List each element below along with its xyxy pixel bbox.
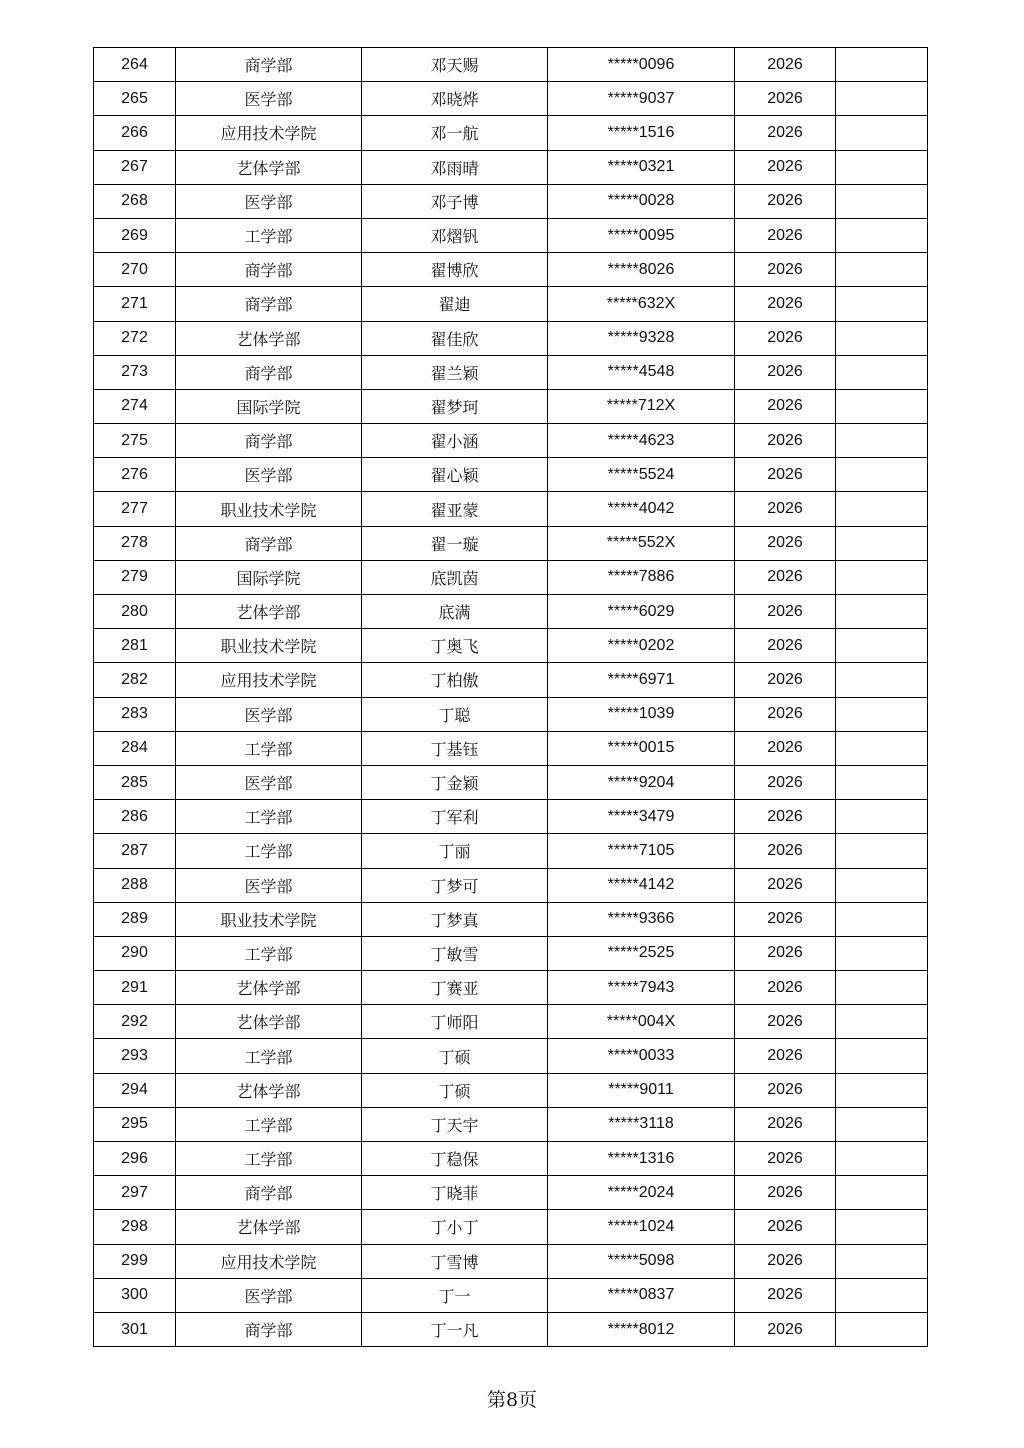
masked-id-cell: *****712X bbox=[548, 389, 735, 423]
row-number: 290 bbox=[94, 936, 176, 970]
student-name-cell: 丁稳保 bbox=[362, 1142, 548, 1176]
masked-id-cell: *****8026 bbox=[548, 253, 735, 287]
table-row bbox=[94, 936, 928, 970]
year-cell: 2026 bbox=[735, 902, 836, 936]
row-number: 288 bbox=[94, 868, 176, 902]
student-name-cell: 丁军利 bbox=[362, 800, 548, 834]
department-cell: 医学部 bbox=[176, 765, 362, 799]
student-name-cell: 丁柏傲 bbox=[362, 663, 548, 697]
masked-id-cell: *****0202 bbox=[548, 629, 735, 663]
note-cell bbox=[836, 1210, 928, 1244]
department-cell: 工学部 bbox=[176, 834, 362, 868]
department-cell: 艺体学部 bbox=[176, 321, 362, 355]
department-cell: 工学部 bbox=[176, 218, 362, 252]
note-cell bbox=[836, 1142, 928, 1176]
department-cell: 艺体学部 bbox=[176, 971, 362, 1005]
table-row bbox=[94, 697, 928, 731]
row-number: 286 bbox=[94, 800, 176, 834]
year-cell: 2026 bbox=[735, 1142, 836, 1176]
student-name-cell: 丁奥飞 bbox=[362, 629, 548, 663]
year-cell: 2026 bbox=[735, 936, 836, 970]
note-cell bbox=[836, 765, 928, 799]
department-cell: 商学部 bbox=[176, 253, 362, 287]
masked-id-cell: *****9204 bbox=[548, 765, 735, 799]
row-number: 265 bbox=[94, 82, 176, 116]
year-cell: 2026 bbox=[735, 424, 836, 458]
student-name-cell: 邓雨晴 bbox=[362, 150, 548, 184]
department-cell: 医学部 bbox=[176, 82, 362, 116]
year-cell: 2026 bbox=[735, 834, 836, 868]
department-cell: 医学部 bbox=[176, 868, 362, 902]
masked-id-cell: *****6971 bbox=[548, 663, 735, 697]
note-cell bbox=[836, 936, 928, 970]
table-row bbox=[94, 424, 928, 458]
student-name-cell: 翟梦珂 bbox=[362, 389, 548, 423]
note-cell bbox=[836, 1107, 928, 1141]
year-cell: 2026 bbox=[735, 971, 836, 1005]
note-cell bbox=[836, 82, 928, 116]
department-cell: 医学部 bbox=[176, 697, 362, 731]
year-cell: 2026 bbox=[735, 1005, 836, 1039]
note-cell bbox=[836, 424, 928, 458]
table-row bbox=[94, 834, 928, 868]
table-row bbox=[94, 1244, 928, 1278]
masked-id-cell: *****3479 bbox=[548, 800, 735, 834]
masked-id-cell: *****0033 bbox=[548, 1039, 735, 1073]
masked-id-cell: *****0015 bbox=[548, 731, 735, 765]
student-name-cell: 丁梦可 bbox=[362, 868, 548, 902]
table-row bbox=[94, 902, 928, 936]
masked-id-cell: *****004X bbox=[548, 1005, 735, 1039]
year-cell: 2026 bbox=[735, 321, 836, 355]
note-cell bbox=[836, 526, 928, 560]
year-cell: 2026 bbox=[735, 1073, 836, 1107]
table-row bbox=[94, 253, 928, 287]
note-cell bbox=[836, 834, 928, 868]
masked-id-cell: *****0095 bbox=[548, 218, 735, 252]
year-cell: 2026 bbox=[735, 48, 836, 82]
masked-id-cell: *****6029 bbox=[548, 595, 735, 629]
note-cell bbox=[836, 629, 928, 663]
department-cell: 艺体学部 bbox=[176, 1073, 362, 1107]
masked-id-cell: *****0321 bbox=[548, 150, 735, 184]
note-cell bbox=[836, 1244, 928, 1278]
masked-id-cell: *****9037 bbox=[548, 82, 735, 116]
masked-id-cell: *****1516 bbox=[548, 116, 735, 150]
year-cell: 2026 bbox=[735, 697, 836, 731]
student-name-cell: 翟博欣 bbox=[362, 253, 548, 287]
table-row bbox=[94, 765, 928, 799]
table-row bbox=[94, 1210, 928, 1244]
row-number: 264 bbox=[94, 48, 176, 82]
row-number: 269 bbox=[94, 218, 176, 252]
note-cell bbox=[836, 355, 928, 389]
row-number: 274 bbox=[94, 389, 176, 423]
year-cell: 2026 bbox=[735, 1039, 836, 1073]
year-cell: 2026 bbox=[735, 800, 836, 834]
row-number: 272 bbox=[94, 321, 176, 355]
year-cell: 2026 bbox=[735, 663, 836, 697]
note-cell bbox=[836, 492, 928, 526]
note-cell bbox=[836, 218, 928, 252]
year-cell: 2026 bbox=[735, 1210, 836, 1244]
year-cell: 2026 bbox=[735, 868, 836, 902]
year-cell: 2026 bbox=[735, 765, 836, 799]
table-row bbox=[94, 184, 928, 218]
table-row bbox=[94, 458, 928, 492]
student-name-cell: 翟小涵 bbox=[362, 424, 548, 458]
row-number: 267 bbox=[94, 150, 176, 184]
student-name-cell: 丁晓菲 bbox=[362, 1176, 548, 1210]
table-row bbox=[94, 1312, 928, 1346]
table-row bbox=[94, 82, 928, 116]
page-number: 第8页 bbox=[486, 1389, 538, 1411]
masked-id-cell: *****8012 bbox=[548, 1312, 735, 1346]
table-row bbox=[94, 1176, 928, 1210]
row-number: 294 bbox=[94, 1073, 176, 1107]
table-row bbox=[94, 389, 928, 423]
masked-id-cell: *****9328 bbox=[548, 321, 735, 355]
masked-id-cell: *****0837 bbox=[548, 1278, 735, 1312]
roster-body bbox=[94, 48, 928, 1347]
year-cell: 2026 bbox=[735, 458, 836, 492]
student-name-cell: 丁天宇 bbox=[362, 1107, 548, 1141]
note-cell bbox=[836, 321, 928, 355]
department-cell: 商学部 bbox=[176, 1312, 362, 1346]
row-number: 283 bbox=[94, 697, 176, 731]
department-cell: 工学部 bbox=[176, 936, 362, 970]
year-cell: 2026 bbox=[735, 82, 836, 116]
department-cell: 商学部 bbox=[176, 424, 362, 458]
masked-id-cell: *****3118 bbox=[548, 1107, 735, 1141]
year-cell: 2026 bbox=[735, 526, 836, 560]
row-number: 292 bbox=[94, 1005, 176, 1039]
note-cell bbox=[836, 389, 928, 423]
student-name-cell: 丁硕 bbox=[362, 1073, 548, 1107]
masked-id-cell: *****4623 bbox=[548, 424, 735, 458]
masked-id-cell: *****4142 bbox=[548, 868, 735, 902]
row-number: 301 bbox=[94, 1312, 176, 1346]
table-row bbox=[94, 868, 928, 902]
student-name-cell: 丁一 bbox=[362, 1278, 548, 1312]
department-cell: 国际学院 bbox=[176, 560, 362, 594]
row-number: 281 bbox=[94, 629, 176, 663]
student-name-cell: 底凯茵 bbox=[362, 560, 548, 594]
department-cell: 商学部 bbox=[176, 355, 362, 389]
masked-id-cell: *****0096 bbox=[548, 48, 735, 82]
masked-id-cell: *****2024 bbox=[548, 1176, 735, 1210]
table-row bbox=[94, 1107, 928, 1141]
row-number: 275 bbox=[94, 424, 176, 458]
year-cell: 2026 bbox=[735, 1278, 836, 1312]
row-number: 295 bbox=[94, 1107, 176, 1141]
masked-id-cell: *****2525 bbox=[548, 936, 735, 970]
year-cell: 2026 bbox=[735, 1244, 836, 1278]
year-cell: 2026 bbox=[735, 355, 836, 389]
note-cell bbox=[836, 731, 928, 765]
student-name-cell: 邓晓烨 bbox=[362, 82, 548, 116]
masked-id-cell: *****9366 bbox=[548, 902, 735, 936]
student-name-cell: 翟兰颖 bbox=[362, 355, 548, 389]
note-cell bbox=[836, 1312, 928, 1346]
note-cell bbox=[836, 253, 928, 287]
table-row bbox=[94, 731, 928, 765]
row-number: 297 bbox=[94, 1176, 176, 1210]
note-cell bbox=[836, 595, 928, 629]
row-number: 284 bbox=[94, 731, 176, 765]
student-name-cell: 翟一璇 bbox=[362, 526, 548, 560]
department-cell: 工学部 bbox=[176, 800, 362, 834]
student-name-cell: 翟亚蒙 bbox=[362, 492, 548, 526]
masked-id-cell: *****9011 bbox=[548, 1073, 735, 1107]
department-cell: 工学部 bbox=[176, 1142, 362, 1176]
row-number: 282 bbox=[94, 663, 176, 697]
table-row bbox=[94, 971, 928, 1005]
student-name-cell: 丁敏雪 bbox=[362, 936, 548, 970]
year-cell: 2026 bbox=[735, 150, 836, 184]
department-cell: 医学部 bbox=[176, 458, 362, 492]
department-cell: 工学部 bbox=[176, 1107, 362, 1141]
department-cell: 艺体学部 bbox=[176, 1005, 362, 1039]
student-name-cell: 丁硕 bbox=[362, 1039, 548, 1073]
masked-id-cell: *****4548 bbox=[548, 355, 735, 389]
table-row bbox=[94, 116, 928, 150]
note-cell bbox=[836, 697, 928, 731]
year-cell: 2026 bbox=[735, 218, 836, 252]
student-name-cell: 丁聪 bbox=[362, 697, 548, 731]
table-row bbox=[94, 48, 928, 82]
department-cell: 应用技术学院 bbox=[176, 1244, 362, 1278]
department-cell: 艺体学部 bbox=[176, 1210, 362, 1244]
student-roster-table bbox=[93, 47, 928, 1347]
note-cell bbox=[836, 48, 928, 82]
row-number: 280 bbox=[94, 595, 176, 629]
masked-id-cell: *****1316 bbox=[548, 1142, 735, 1176]
row-number: 277 bbox=[94, 492, 176, 526]
row-number: 266 bbox=[94, 116, 176, 150]
student-name-cell: 丁雪博 bbox=[362, 1244, 548, 1278]
note-cell bbox=[836, 458, 928, 492]
masked-id-cell: *****4042 bbox=[548, 492, 735, 526]
row-number: 296 bbox=[94, 1142, 176, 1176]
table-row bbox=[94, 218, 928, 252]
row-number: 287 bbox=[94, 834, 176, 868]
table-row bbox=[94, 150, 928, 184]
note-cell bbox=[836, 184, 928, 218]
row-number: 293 bbox=[94, 1039, 176, 1073]
year-cell: 2026 bbox=[735, 253, 836, 287]
student-name-cell: 底满 bbox=[362, 595, 548, 629]
masked-id-cell: *****7943 bbox=[548, 971, 735, 1005]
year-cell: 2026 bbox=[735, 1176, 836, 1210]
table-row bbox=[94, 355, 928, 389]
student-name-cell: 邓熠钒 bbox=[362, 218, 548, 252]
row-number: 291 bbox=[94, 971, 176, 1005]
table-row bbox=[94, 1278, 928, 1312]
student-name-cell: 丁梦真 bbox=[362, 902, 548, 936]
department-cell: 医学部 bbox=[176, 184, 362, 218]
row-number: 276 bbox=[94, 458, 176, 492]
note-cell bbox=[836, 1278, 928, 1312]
note-cell bbox=[836, 1176, 928, 1210]
year-cell: 2026 bbox=[735, 560, 836, 594]
student-name-cell: 翟心颖 bbox=[362, 458, 548, 492]
department-cell: 商学部 bbox=[176, 1176, 362, 1210]
student-name-cell: 邓天赐 bbox=[362, 48, 548, 82]
note-cell bbox=[836, 868, 928, 902]
row-number: 273 bbox=[94, 355, 176, 389]
masked-id-cell: *****7886 bbox=[548, 560, 735, 594]
masked-id-cell: *****552X bbox=[548, 526, 735, 560]
student-name-cell: 丁赛亚 bbox=[362, 971, 548, 1005]
department-cell: 艺体学部 bbox=[176, 595, 362, 629]
note-cell bbox=[836, 663, 928, 697]
department-cell: 工学部 bbox=[176, 731, 362, 765]
row-number: 298 bbox=[94, 1210, 176, 1244]
note-cell bbox=[836, 1039, 928, 1073]
row-number: 300 bbox=[94, 1278, 176, 1312]
masked-id-cell: *****1024 bbox=[548, 1210, 735, 1244]
year-cell: 2026 bbox=[735, 116, 836, 150]
student-name-cell: 翟迪 bbox=[362, 287, 548, 321]
masked-id-cell: *****0028 bbox=[548, 184, 735, 218]
department-cell: 职业技术学院 bbox=[176, 629, 362, 663]
department-cell: 职业技术学院 bbox=[176, 492, 362, 526]
note-cell bbox=[836, 1005, 928, 1039]
department-cell: 应用技术学院 bbox=[176, 116, 362, 150]
year-cell: 2026 bbox=[735, 492, 836, 526]
note-cell bbox=[836, 971, 928, 1005]
student-name-cell: 丁基钰 bbox=[362, 731, 548, 765]
note-cell bbox=[836, 800, 928, 834]
row-number: 268 bbox=[94, 184, 176, 218]
table-row bbox=[94, 1142, 928, 1176]
table-row bbox=[94, 1005, 928, 1039]
student-name-cell: 丁金颖 bbox=[362, 765, 548, 799]
masked-id-cell: *****7105 bbox=[548, 834, 735, 868]
student-name-cell: 丁小丁 bbox=[362, 1210, 548, 1244]
table-row bbox=[94, 560, 928, 594]
student-name-cell: 邓一航 bbox=[362, 116, 548, 150]
table-row bbox=[94, 1039, 928, 1073]
table-row bbox=[94, 287, 928, 321]
department-cell: 商学部 bbox=[176, 48, 362, 82]
table-row bbox=[94, 595, 928, 629]
note-cell bbox=[836, 560, 928, 594]
table-row bbox=[94, 492, 928, 526]
year-cell: 2026 bbox=[735, 287, 836, 321]
year-cell: 2026 bbox=[735, 595, 836, 629]
table-row bbox=[94, 526, 928, 560]
year-cell: 2026 bbox=[735, 731, 836, 765]
note-cell bbox=[836, 150, 928, 184]
year-cell: 2026 bbox=[735, 184, 836, 218]
table-row bbox=[94, 800, 928, 834]
department-cell: 商学部 bbox=[176, 287, 362, 321]
student-name-cell: 丁一凡 bbox=[362, 1312, 548, 1346]
row-number: 289 bbox=[94, 902, 176, 936]
row-number: 285 bbox=[94, 765, 176, 799]
row-number: 279 bbox=[94, 560, 176, 594]
row-number: 278 bbox=[94, 526, 176, 560]
table-row bbox=[94, 663, 928, 697]
department-cell: 商学部 bbox=[176, 526, 362, 560]
row-number: 270 bbox=[94, 253, 176, 287]
year-cell: 2026 bbox=[735, 629, 836, 663]
student-name-cell: 丁丽 bbox=[362, 834, 548, 868]
note-cell bbox=[836, 1073, 928, 1107]
table-row bbox=[94, 321, 928, 355]
table-row bbox=[94, 1073, 928, 1107]
department-cell: 职业技术学院 bbox=[176, 902, 362, 936]
table-row bbox=[94, 629, 928, 663]
student-name-cell: 邓子博 bbox=[362, 184, 548, 218]
row-number: 299 bbox=[94, 1244, 176, 1278]
department-cell: 国际学院 bbox=[176, 389, 362, 423]
department-cell: 工学部 bbox=[176, 1039, 362, 1073]
masked-id-cell: *****1039 bbox=[548, 697, 735, 731]
masked-id-cell: *****632X bbox=[548, 287, 735, 321]
year-cell: 2026 bbox=[735, 389, 836, 423]
department-cell: 医学部 bbox=[176, 1278, 362, 1312]
year-cell: 2026 bbox=[735, 1107, 836, 1141]
row-number: 271 bbox=[94, 287, 176, 321]
department-cell: 应用技术学院 bbox=[176, 663, 362, 697]
masked-id-cell: *****5098 bbox=[548, 1244, 735, 1278]
student-name-cell: 翟佳欣 bbox=[362, 321, 548, 355]
student-name-cell: 丁师阳 bbox=[362, 1005, 548, 1039]
department-cell: 艺体学部 bbox=[176, 150, 362, 184]
year-cell: 2026 bbox=[735, 1312, 836, 1346]
masked-id-cell: *****5524 bbox=[548, 458, 735, 492]
note-cell bbox=[836, 287, 928, 321]
note-cell bbox=[836, 116, 928, 150]
note-cell bbox=[836, 902, 928, 936]
